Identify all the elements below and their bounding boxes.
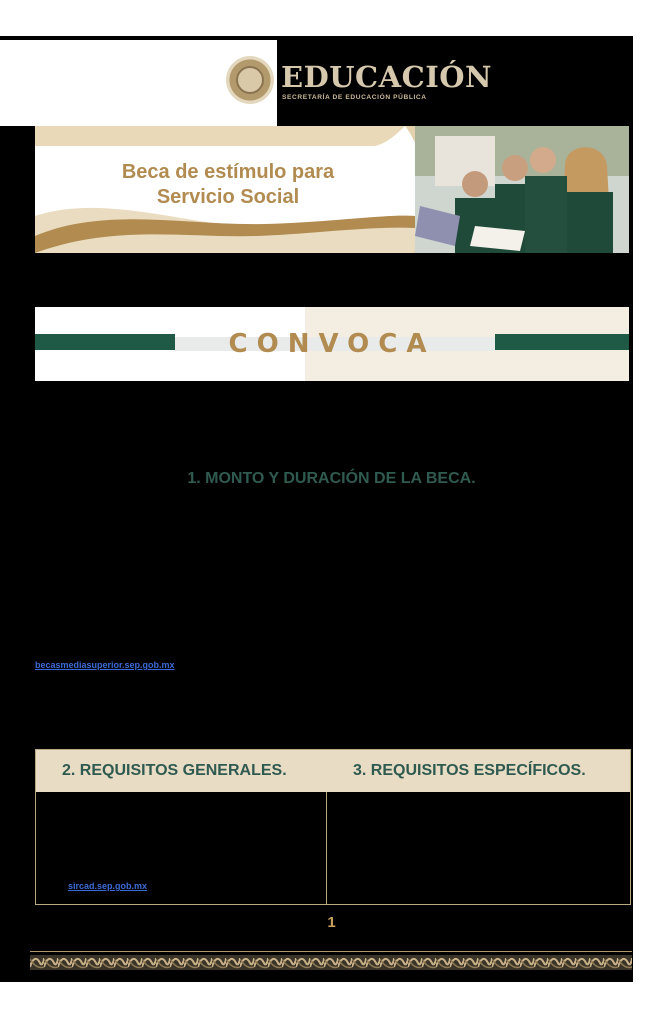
banner-line-2: Servicio Social <box>156 186 300 208</box>
scholarship-banner <box>35 126 629 253</box>
requirements-header <box>36 750 630 792</box>
footer-divider <box>30 951 632 952</box>
convoca-title: CONVOCA <box>228 329 436 359</box>
agency-title: EDUCACIÓN <box>281 60 493 94</box>
students-photo <box>415 126 629 253</box>
sircad-link[interactable]: sircad.sep.gob.mx <box>68 881 148 891</box>
national-seal-icon <box>226 56 274 104</box>
column-divider <box>326 792 327 904</box>
agency-subtitle: SECRETARÍA DE EDUCACIÓN PÚBLICA <box>282 94 427 101</box>
convoca-banner <box>35 307 629 381</box>
becas-media-superior-link[interactable]: becasmediasuperior.sep.gob.mx <box>35 660 175 670</box>
footer-pattern-decoration <box>30 955 632 970</box>
page-number: 1 <box>327 914 336 931</box>
banner-heading <box>113 160 343 210</box>
general-requirements-title: 2. REQUISITOS GENERALES. <box>62 762 287 779</box>
banner-line-1: Beca de estímulo para <box>121 161 335 183</box>
specific-requirements-title: 3. REQUISITOS ESPECÍFICOS. <box>353 762 586 779</box>
section-1-title: 1. MONTO Y DURACIÓN DE LA BECA. <box>187 470 476 487</box>
